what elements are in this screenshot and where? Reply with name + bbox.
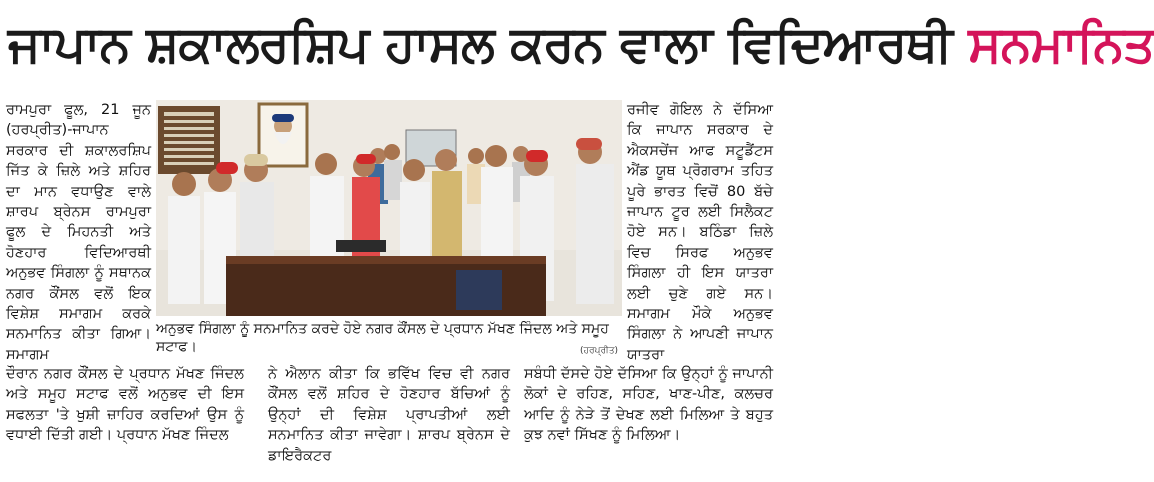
- article-paragraph: ਰਾਮਪੁਰਾ ਫੂਲ, 21 ਜੂਨ (ਹਰਪ੍ਰੀਤ)-ਜਾਪਾਨ ਸਰਕਾਰ ਦੀ ਸ਼ਕਾਲਰਸ਼ਿਪ ਜਿੱਤ ਕੇ ਜ਼ਿਲੇ ਅਤੇ ਸ਼ਹਿਰ ਦਾ ਮਾਨ ਵਧਾਉਣ ਵਾਲੇ ਸ਼ਾਰਪ ਬ੍ਰੇਨਸ ਰਾਮਪੁਰਾ ਫੂਲ ਦੇ ਮਿਹਨਤੀ ਅਤੇ ਹੋਣਹਾਰ ਵਿਦਿਆਰਥੀ ਅਨੁਭਵ ਸਿੰਗਲਾ ਨੂੰ ਸਥਾਨਕ ਨਗਰ ਕੌਂਸਲ ਵਲੋਂ ਇਕ ਵਿਸ਼ੇਸ਼ ਸਮਾਗਮ ਕਰਕੇ ਸਨਮਾਨਿਤ ਕੀਤਾ ਗਿਆ। ਸਮਾਗਮ: [6, 102, 151, 363]
- article-column-bottom-3: [524, 364, 773, 479]
- photo-credit: (ਹਰਪ੍ਰੀਤ): [580, 346, 618, 356]
- photo-caption: [156, 320, 622, 360]
- article-column-right: [627, 100, 773, 363]
- headline-highlight: ਸਨਮਾਨਿਤ: [968, 15, 1154, 73]
- article-paragraph: ਰਜੀਵ ਗੋਇਲ ਨੇ ਦੱਸਿਆ ਕਿ ਜਾਪਾਨ ਸਰਕਾਰ ਦੇ ਐਕਸਚੇਂਜ ਆਫ ਸਟੂਡੈਂਟਸ ਐਂਡ ਯੂਥ ਪ੍ਰੋਗਰਾਮ ਤਹਿਤ ਪੂਰੇ ਭਾਰਤ ਵਿਚੋਂ 80 ਬੱਚੇ ਜਾਪਾਨ ਟੂਰ ਲਈ ਸਿਲੈਕਟ ਹੋਏ ਸਨ। ਬਠਿੰਡਾ ਜ਼ਿਲੇ ਵਿਚ ਸਿਰਫ ਅਨੁਭਵ ਸਿੰਗਲਾ ਹੀ ਇਸ ਯਾਤਰਾ ਲਈ ਚੁਣੇ ਗਏ ਸਨ। ਸਮਾਗਮ ਮੌਕੇ ਅਨੁਭਵ ਸਿੰਗਲਾ ਨੇ ਆਪਣੀ ਜਾਪਾਨ ਯਾਤਰਾ: [627, 102, 773, 363]
- group-photo-image: [156, 100, 622, 316]
- article-column-left: [6, 100, 151, 363]
- headline-main: ਜਾਪਾਨ ਸ਼ਕਾਲਰਸ਼ਿਪ ਹਾਸਲ ਕਰਨ ਵਾਲਾ ਵਿਦਿਆਰਥੀ: [8, 15, 969, 73]
- headline: [0, 0, 1154, 96]
- article-paragraph: ਸਬੰਧੀ ਦੱਸਦੇ ਹੋਏ ਦੱਸਿਆ ਕਿ ਉਨ੍ਹਾਂ ਨੂੰ ਜਾਪਾਨੀ ਲੋਕਾਂ ਦੇ ਰਹਿਣ, ਸਹਿਣ, ਖਾਣ-ਪੀਣ, ਕਲਚਰ ਆਦਿ ਨੂੰ ਨੇੜੇ ਤੋਂ ਦੇਖਣ ਲਈ ਮਿਲਿਆ ਤੇ ਬਹੁਤ ਕੁਝ ਨਵਾਂ ਸਿੱਖਣ ਨੂੰ ਮਿਲਿਆ।: [524, 366, 773, 444]
- article-paragraph: ਨੇ ਐਲਾਨ ਕੀਤਾ ਕਿ ਭਵਿੱਖ ਵਿਚ ਵੀ ਨਗਰ ਕੌਂਸਲ ਵਲੋਂ ਸ਼ਹਿਰ ਦੇ ਹੋਣਹਾਰ ਬੱਚਿਆਂ ਨੂੰ ਉਨ੍ਹਾਂ ਦੀ ਵਿਸ਼ੇਸ਼ ਪ੍ਰਾਪਤੀਆਂ ਲਈ ਸਨਮਾਨਿਤ ਕੀਤਾ ਜਾਵੇਗਾ। ਸ਼ਾਰਪ ਬ੍ਰੇਨਸ ਦੇ ਡਾਇਰੈਕਟਰ: [268, 366, 510, 464]
- article-paragraph: ਦੌਰਾਨ ਨਗਰ ਕੌਂਸਲ ਦੇ ਪ੍ਰਧਾਨ ਮੱਖਣ ਜਿੰਦਲ ਅਤੇ ਸਮੂਹ ਸਟਾਫ ਵਲੋਂ ਅਨੁਭਵ ਦੀ ਇਸ ਸਫਲਤਾ 'ਤੇ ਖੁਸ਼ੀ ਜ਼ਾਹਿਰ ਕਰਦਿਆਂ ਉਸ ਨੂੰ ਵਧਾਈ ਦਿੱਤੀ ਗਈ। ਪ੍ਰਧਾਨ ਮੱਖਣ ਜਿੰਦਲ: [6, 366, 244, 444]
- news-photo: [156, 100, 622, 316]
- article-column-bottom-2: [268, 364, 510, 479]
- article-column-bottom-1: [6, 364, 244, 479]
- photo-caption-text: ਅਨੁਭਵ ਸਿੰਗਲਾ ਨੂੰ ਸਨਮਾਨਿਤ ਕਰਦੇ ਹੋਏ ਨਗਰ ਕੌਂਸਲ ਦੇ ਪ੍ਰਧਾਨ ਮੱਖਣ ਜਿੰਦਲ ਅਤੇ ਸਮੂਹ ਸਟਾਫ।: [156, 321, 609, 355]
